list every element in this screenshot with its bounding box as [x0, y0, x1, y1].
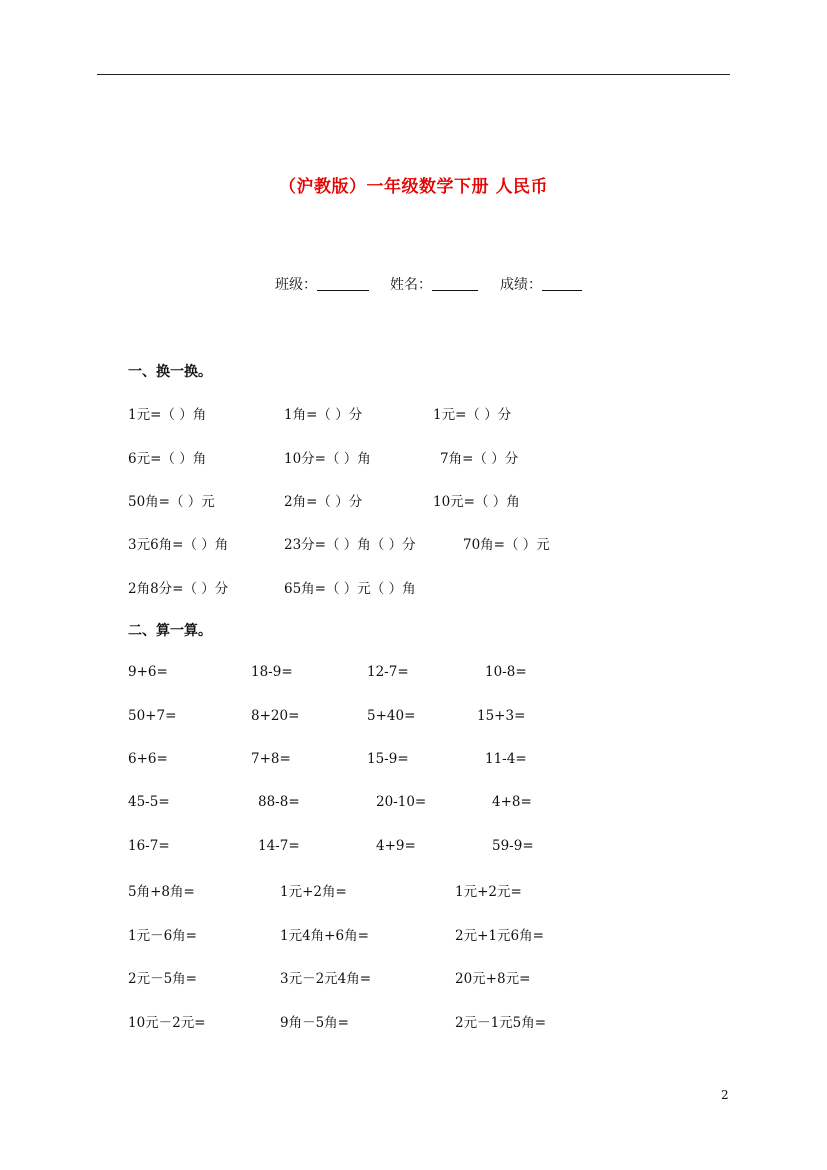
calc-item: 10元－2元= — [128, 1015, 206, 1031]
calc-item: 5角+8角= — [128, 884, 195, 900]
calc-item: 4+9= — [376, 838, 416, 854]
calc-item: 16-7= — [128, 838, 170, 854]
calc-item: 2元+1元6角= — [455, 928, 544, 944]
calc-item: 7+8= — [251, 751, 291, 767]
calc-item: 1元+2角= — [280, 884, 347, 900]
calc-item: 2元－1元5角= — [455, 1015, 547, 1031]
score-blank — [542, 276, 582, 291]
page-title: （沪教版）一年级数学下册 人民币 — [279, 177, 548, 197]
exercise-item: 23分=（ ）角（ ）分 — [284, 537, 416, 553]
calc-item: 45-5= — [128, 794, 170, 810]
calc-item: 1元－6角= — [128, 928, 197, 944]
calc-item: 20-10= — [376, 794, 427, 810]
section1-heading: 一、换一换。 — [128, 364, 212, 380]
calc-item: 9角－5角= — [280, 1015, 349, 1031]
exercise-item: 2角8分=（ ）分 — [128, 581, 229, 597]
calc-item: 1元4角+6角= — [280, 928, 369, 944]
name-field — [390, 274, 478, 294]
calc-item: 2元－5角= — [128, 971, 197, 987]
calc-item: 8+20= — [251, 708, 300, 724]
name-label: 姓名： — [390, 277, 432, 293]
page-number: 2 — [721, 1088, 729, 1102]
calc-item: 11-4= — [485, 751, 527, 767]
exercise-item: 1元=（ ）分 — [433, 407, 512, 423]
section2-heading: 二、算一算。 — [128, 623, 212, 639]
calc-item: 88-8= — [258, 794, 300, 810]
exercise-item: 1角=（ ）分 — [284, 407, 363, 423]
calc-item: 59-9= — [492, 838, 534, 854]
exercise-item: 3元6角=（ ）角 — [128, 537, 229, 553]
calc-item: 15-9= — [367, 751, 409, 767]
exercise-item: 10元=（ ）角 — [433, 494, 520, 510]
header-rule — [97, 74, 730, 75]
exercise-item: 6元=（ ）角 — [128, 451, 207, 467]
calc-item: 18-9= — [251, 664, 293, 680]
calc-item: 14-7= — [258, 838, 300, 854]
calc-item: 50+7= — [128, 708, 177, 724]
calc-item: 20元+8元= — [455, 971, 531, 987]
exercise-item: 2角=（ ）分 — [284, 494, 363, 510]
class-label: 班级： — [275, 277, 317, 293]
calc-item: 6+6= — [128, 751, 168, 767]
exercise-item: 7角=（ ）分 — [440, 451, 519, 467]
exercise-item: 65角=（ ）元（ ）角 — [284, 581, 416, 597]
exercise-item: 50角=（ ）元 — [128, 494, 215, 510]
exercise-item: 70角=（ ）元 — [463, 537, 550, 553]
calc-item: 1元+2元= — [455, 884, 522, 900]
exercise-item: 1元=（ ）角 — [128, 407, 207, 423]
calc-item: 4+8= — [492, 794, 532, 810]
calc-item: 9+6= — [128, 664, 168, 680]
calc-item: 15+3= — [477, 708, 526, 724]
calc-item: 3元－2元4角= — [280, 971, 372, 987]
calc-item: 12-7= — [367, 664, 409, 680]
score-label: 成绩： — [500, 277, 542, 293]
name-blank — [432, 276, 478, 291]
exercise-item: 10分=（ ）角 — [284, 451, 371, 467]
score-field — [500, 274, 582, 294]
calc-item: 10-8= — [485, 664, 527, 680]
class-blank — [317, 276, 369, 291]
class-field — [275, 274, 369, 294]
calc-item: 5+40= — [367, 708, 416, 724]
